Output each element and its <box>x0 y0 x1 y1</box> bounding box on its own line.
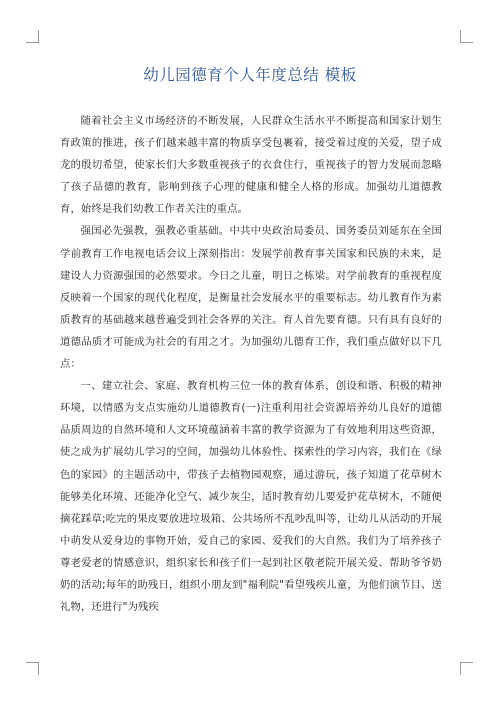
corner-mark-bottom-left <box>26 662 39 675</box>
paragraph: 随着社会主义市场经济的不断发展，人民群众生活水平不断提高和国家计划生育政策的推进，孩子们越来越丰富的物质享受包裹着，接受着过度的关爱，望子成龙的殷切希望，使家长们大多数重视孩子的衣食住行，重视孩子的智力发展而忽略了孩子品德的教育，影响到孩子心理的健康和健全人格的形成。加强幼儿道德教育，始终是我们幼教工作者关注的重点。 <box>60 115 442 216</box>
corner-mark-bottom-right <box>460 662 473 675</box>
paragraph: 强国必先强教，强教必重基础。中共中央政治局委员、国务委员刘延东在全国学前教育工作电视电话会议上深刻指出：发展学前教育事关国家和民族的未来，是建设人力资源强国的必然要求。今日之儿童，明日之栋梁。对学前教育的重视程度反映着一个国家的现代化程度，是衡量社会发展水平的重要标志。幼儿教育作为素质教育的基础越来越普遍受到社会各界的关注。育人首先要育德。只有具有良好的道德品质才可能成为社会的有用之才。为加强幼儿德育工作，我们重点做好以下几点： <box>60 225 442 371</box>
corner-mark-top-left <box>26 30 39 43</box>
document-title: 幼儿园德育个人年度总结 模板 <box>143 66 357 84</box>
paragraph: 一、建立社会、家庭、教育机构三位一体的教育体系，创设和谐、积极的精神环境，以情感为支点实施幼儿道德教育(一)注重利用社会资源培养幼儿良好的道德品质周边的自然环境和人文环境蕴涵着丰富的教学资源为了有效地利用这些资源，使之成为扩展幼儿学习的空间，加强幼儿体验性、探索性的学习内容，我们在《绿色的家园》的主题活动中，带孩子去植物园观察，通过游玩，孩子知道了花草树木能够美化环境、还能净化空气、减少灰尘，适时教育幼儿要爱护花草树木，不随便摘花踩草;吃完的果皮要放进垃圾箱、公共场所不乱吵乱叫等，让幼儿从活动的开展中萌发从爱身边的事物开始，爱自己的家园、爱我们的大自然。我们为了培养孩子尊老爱老的情感意识，组织家长和孩子们一起到社区敬老院开展关爱、帮助爷爷奶奶的活动;每年的助残日，组织小朋友到"福利院"看望残疾儿童，为他们演节目、送礼物，还进行"为残疾 <box>60 380 442 614</box>
corner-mark-top-right <box>460 30 473 43</box>
document-body <box>60 110 442 618</box>
